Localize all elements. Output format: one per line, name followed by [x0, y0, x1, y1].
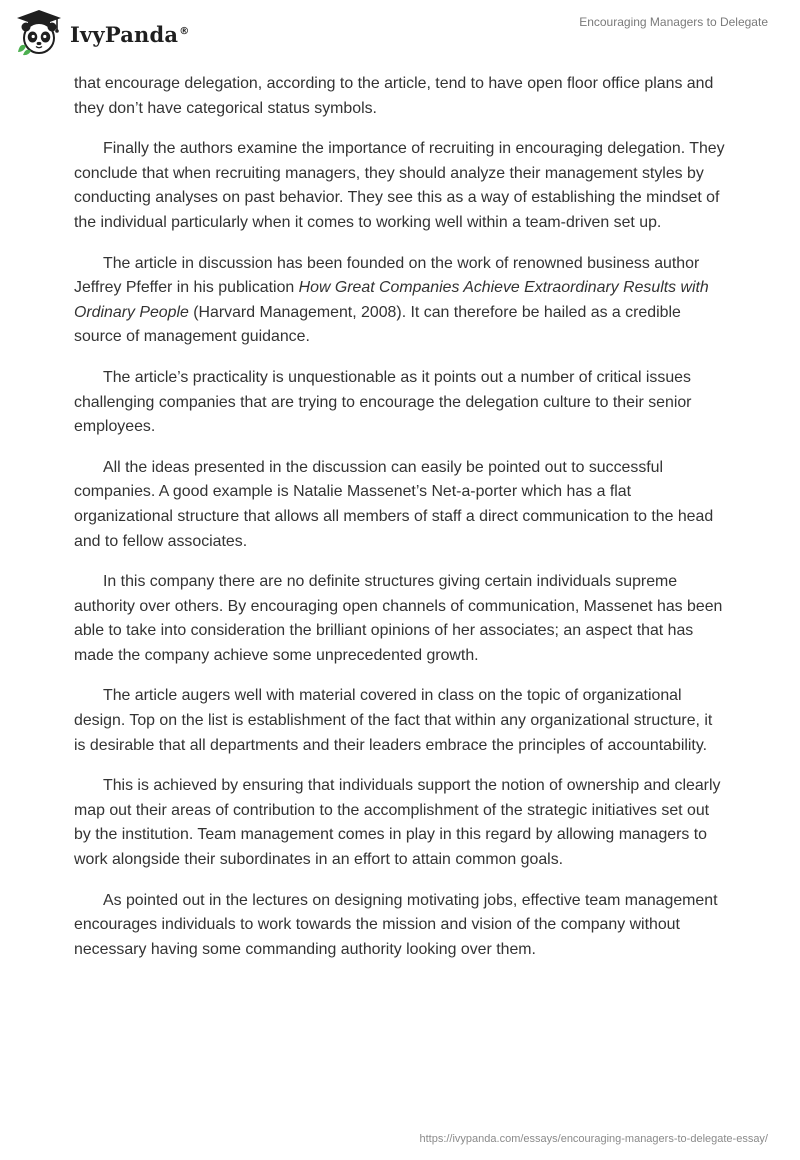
paragraph-text: (Harvard Management, 2008). It can therefore be hailed as a credible source of management guidance.	[74, 303, 681, 346]
essay-body	[74, 72, 728, 978]
document-title: Encouraging Managers to Delegate	[579, 15, 768, 29]
source-url[interactable]: https://ivypanda.com/essays/encouraging-managers-to-delegate-essay/	[419, 1133, 768, 1145]
paragraph: Finally the authors examine the importance of recruiting in encouraging delegation. They conclude that when recruiting managers, they should analyze their management styles by conducting analyses on past behavior. They see this as a way of establishing the mindset of the individual particularly when it comes to working well within a team-driven set up.	[74, 140, 725, 231]
paragraph-text: The article in discussion has been founded on the work of renowned business author Jeffrey Pfeffer in his publication	[74, 254, 700, 297]
paragraph: The article’s practicality is unquestionable as it points out a number of critical issues challenging companies that are trying to encourage the delegation culture to their senior employees.	[74, 368, 692, 436]
paragraph: that encourage delegation, according to the article, tend to have open floor office plans and they don’t have categorical status symbols.	[74, 75, 714, 117]
paragraph: The article augers well with material covered in class on the topic of organizational design. Top on the list is establishment of the fact that within any organizational structure, it is desirable that all departments and their leaders embrace the principles of accountability.	[74, 687, 713, 754]
ivypanda-logo[interactable]	[14, 8, 189, 56]
logo-wordmark: IvyPanda®	[70, 21, 190, 47]
paragraph: In this company there are no definite structures giving certain individuals supreme authority over others. By encouraging open channels of communication, Massenet has been able to take into consideration the brilliant opinions of her associates; an aspect that has made the company achieve some unprecedented growth.	[74, 573, 723, 664]
paragraph: This is achieved by ensuring that individuals support the notion of ownership and clearly map out their areas of contribution to the accomplishment of the strategic initiatives set out by the institution. Team management comes in play in this regard by allowing managers to work alongside their subordinates in an effort to attain common goals.	[74, 777, 721, 869]
panda-graduate-icon	[14, 8, 64, 56]
book-title: How Great Companies Achieve Extraordinary Results with Ordinary People	[74, 279, 709, 321]
paragraph	[74, 252, 728, 350]
paragraph: As pointed out in the lectures on designing motivating jobs, effective team management encourages individuals to work towards the mission and vision of the company without necessary having some commanding authority looking over them.	[74, 891, 718, 958]
registered-mark: ®	[179, 25, 190, 37]
page-header	[0, 0, 800, 64]
paragraph: All the ideas presented in the discussion can easily be pointed out to successful companies. A good example is Natalie Massenet’s Net-a-porter which has a flat organizational structure that allows all members of staff a direct communication to the head and to fellow associates.	[74, 458, 714, 550]
